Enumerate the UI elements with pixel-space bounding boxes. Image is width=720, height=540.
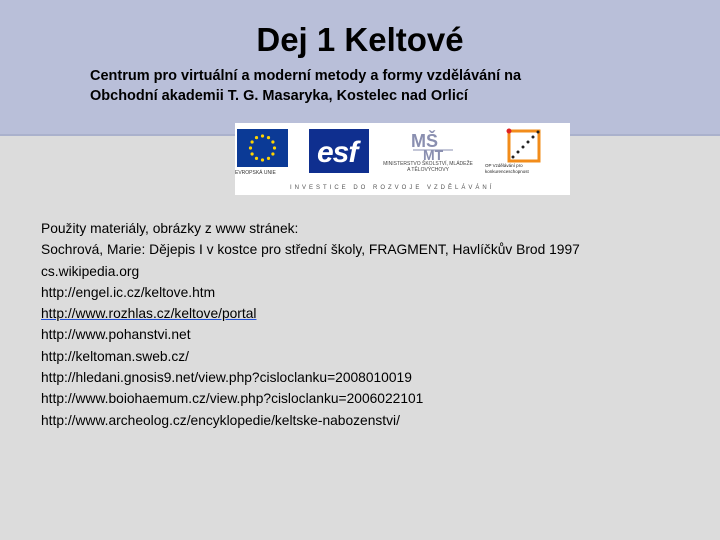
source-link[interactable]: http://www.rozhlas.cz/keltove/portal	[41, 306, 257, 322]
msmt-emblem-icon	[383, 127, 473, 161]
slide-subtitle	[90, 66, 690, 106]
funding-logos	[235, 123, 570, 195]
subtitle-line-1: Centrum pro virtuální a moderní metody a formy vzdělávání na	[90, 68, 522, 84]
svg-text:MT: MT	[423, 147, 444, 161]
logo-tagline: INVESTICE DO ROZVOJE VZDĚLÁVÁNÍ	[290, 185, 495, 191]
sources-list	[41, 218, 580, 431]
msmt-logo	[383, 127, 473, 177]
slide-title: Dej 1 Keltové	[256, 21, 464, 58]
source-item: Sochrová, Marie: Dějepis I v kostce pro střední školy, FRAGMENT, Havlíčkův Brod 1997	[41, 242, 580, 258]
svg-text:MŠ: MŠ	[411, 131, 438, 151]
esf-text: esf	[317, 136, 358, 169]
msmt-caption: MINISTERSTVO ŠKOLSTVÍ, MLÁDEŽE A TĚLOVÝCHOVY	[383, 161, 473, 173]
source-link[interactable]: http://www.boiohaemum.cz/view.php?cisloclanku=2006022101	[41, 391, 424, 407]
source-item: cs.wikipedia.org	[41, 263, 140, 279]
source-link[interactable]: http://engel.ic.cz/keltove.htm	[41, 284, 216, 300]
esf-logo	[309, 129, 369, 173]
source-link[interactable]: http://hledani.gnosis9.net/view.php?cisloclanku=2008010019	[41, 370, 412, 386]
sources-heading: Použity materiály, obrázky z www stránek:	[41, 221, 299, 236]
source-link[interactable]: http://www.archeolog.cz/encyklopedie/keltske-nabozenstvi/	[41, 412, 400, 428]
eu-caption: EVROPSKÁ UNIE	[235, 170, 276, 176]
subtitle-line-2: Obchodní akademii T. G. Masaryka, Kostelec nad Orlicí	[90, 88, 468, 104]
source-link[interactable]: http://www.pohanstvi.net	[41, 327, 191, 343]
eu-flag-icon	[237, 129, 288, 167]
source-link[interactable]: http://keltoman.sweb.cz/	[41, 348, 189, 364]
op-caption: OP Vzdělávání pro konkurenceschopnost	[485, 163, 529, 174]
